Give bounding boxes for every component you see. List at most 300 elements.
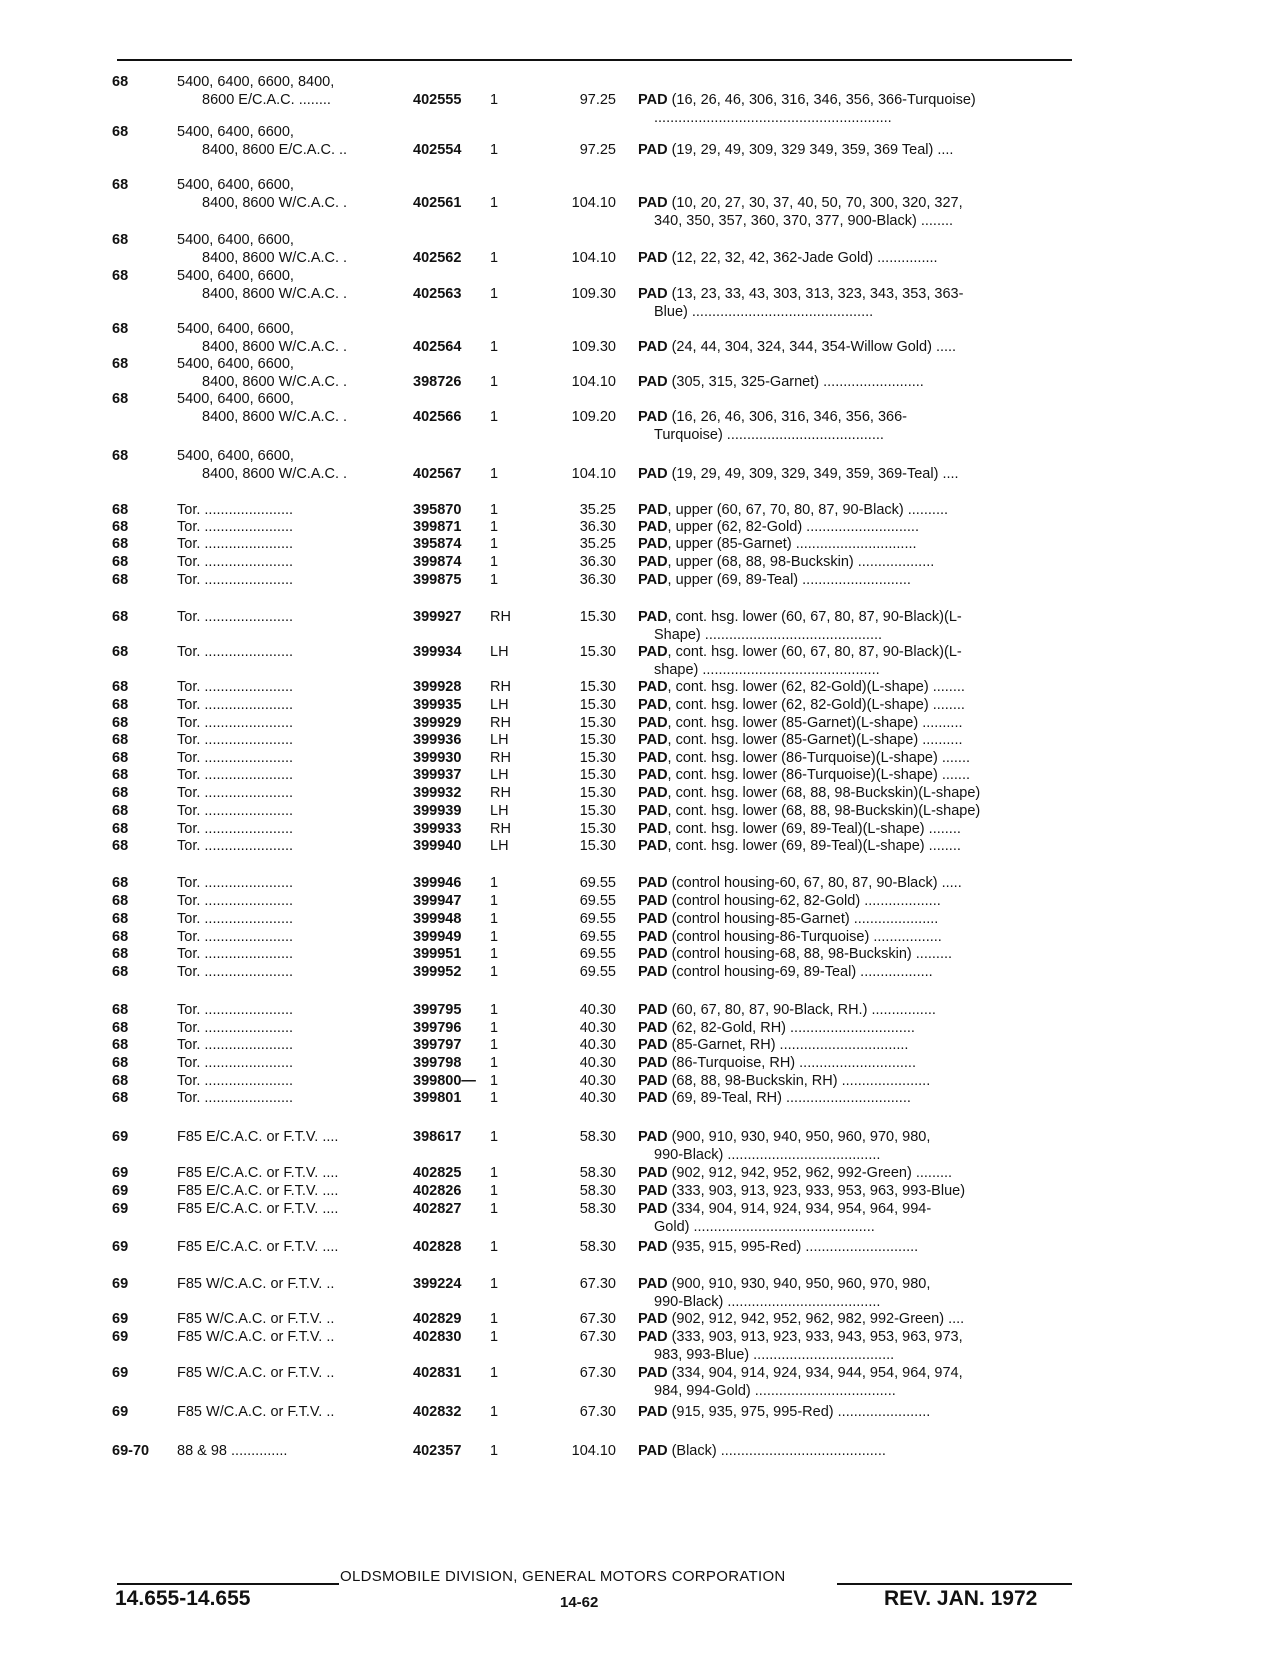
row-year: 68 [112, 732, 129, 748]
row-part-number: 399937 [413, 767, 462, 783]
row-description [638, 141, 1070, 159]
row-description [638, 749, 1070, 767]
row-description [638, 1164, 1070, 1182]
row-description [638, 731, 1070, 749]
description-line [638, 892, 1070, 910]
item-detail: shape) ............................................ [654, 662, 880, 678]
item-detail: (86-Turquoise, RH) ............................. [667, 1055, 916, 1071]
row-model [177, 1089, 402, 1107]
row-model [177, 678, 402, 696]
row-quantity: 1 [490, 554, 499, 570]
row-year: 69 [112, 1183, 129, 1199]
row-quantity: 1 [490, 1129, 499, 1145]
item-detail: 340, 350, 357, 360, 370, 377, 900-Black) ........ [654, 213, 954, 229]
row-description [638, 91, 1070, 127]
row-part-number: 402561 [413, 195, 462, 211]
row-quantity: LH [490, 697, 509, 713]
item-name: PAD [638, 767, 668, 783]
item-detail: 984, 994-Gold) ................................... [654, 1383, 896, 1399]
row-description [638, 784, 1070, 802]
row-quantity: RH [490, 785, 511, 801]
row-description [638, 535, 1070, 553]
row-description [638, 643, 1070, 679]
row-model [177, 535, 402, 553]
model-line: Tor. ...................... [177, 1055, 294, 1071]
row-year: 68 [112, 785, 129, 801]
model-line: Tor. ...................... [177, 785, 294, 801]
model-line: Tor. ...................... [177, 911, 294, 927]
row-model [177, 1310, 402, 1328]
row-price: 58.30 [579, 1165, 616, 1181]
item-detail: , cont. hsg. lower (86-Turquoise)(L-shape) ....... [667, 750, 971, 766]
row-part-number: 399930 [413, 750, 462, 766]
row-part-number: 399928 [413, 679, 462, 695]
item-detail: Blue) ............................................. [654, 304, 874, 320]
row-model [177, 176, 402, 212]
row-quantity: RH [490, 715, 511, 731]
row-price: 58.30 [579, 1201, 616, 1217]
row-model [177, 1403, 402, 1421]
model-line: 8400, 8600 W/C.A.C. . [202, 250, 348, 266]
row-description [638, 465, 1070, 483]
item-name: PAD [638, 1201, 668, 1217]
item-name: PAD [638, 1276, 668, 1292]
description-line [638, 1001, 1070, 1019]
description-line [638, 678, 1070, 696]
row-quantity: 1 [490, 946, 499, 962]
item-detail: , cont. hsg. lower (60, 67, 80, 87, 90-Black)(L- [667, 609, 962, 625]
row-part-number: 399874 [413, 554, 462, 570]
row-quantity: 1 [490, 893, 499, 909]
row-price: 109.20 [571, 409, 616, 425]
row-price: 67.30 [579, 1276, 616, 1292]
row-part-number: 399951 [413, 946, 462, 962]
description-line [638, 426, 1070, 444]
row-price: 104.10 [571, 374, 616, 390]
row-description [638, 1328, 1070, 1364]
item-name: PAD [638, 893, 668, 909]
row-description [638, 1200, 1070, 1236]
row-year: 69 [112, 1329, 129, 1345]
row-year: 68 [112, 893, 129, 909]
row-part-number: 402563 [413, 286, 462, 302]
description-line [638, 661, 1070, 679]
row-description [638, 373, 1070, 391]
row-year: 68 [112, 1037, 129, 1053]
item-detail: Shape) ............................................ [654, 627, 883, 643]
row-price: 15.30 [579, 697, 616, 713]
model-line: Tor. ...................... [177, 803, 294, 819]
item-detail: (900, 910, 930, 940, 950, 960, 970, 980, [667, 1276, 931, 1292]
model-line: 8400, 8600 W/C.A.C. . [202, 339, 348, 355]
model-line: 8400, 8600 W/C.A.C. . [202, 374, 348, 390]
row-quantity: 1 [490, 1404, 499, 1420]
row-description [638, 1072, 1070, 1090]
item-detail: , upper (69, 89-Teal) ........................... [667, 572, 911, 588]
row-model [177, 1036, 402, 1054]
description-line [638, 535, 1070, 553]
item-detail: , cont. hsg. lower (60, 67, 80, 87, 90-Black)(L- [667, 644, 962, 660]
row-quantity: 1 [490, 195, 499, 211]
description-line [638, 373, 1070, 391]
description-line [638, 1275, 1070, 1293]
model-line: 5400, 6400, 6600, [177, 356, 294, 372]
row-year: 68 [112, 268, 129, 284]
item-name: PAD [638, 946, 668, 962]
model-line: 5400, 6400, 6600, 8400, [177, 74, 335, 90]
item-detail: (935, 915, 995-Red) ............................ [667, 1239, 919, 1255]
model-line: Tor. ...................... [177, 821, 294, 837]
description-line [638, 1200, 1070, 1218]
row-quantity: 1 [490, 92, 499, 108]
row-description [638, 553, 1070, 571]
row-part-number: 399946 [413, 875, 462, 891]
row-description [638, 714, 1070, 732]
item-name: PAD [638, 92, 668, 108]
item-detail: , cont. hsg. lower (85-Garnet)(L-shape) .......... [667, 715, 963, 731]
row-description [638, 1238, 1070, 1256]
row-model [177, 874, 402, 892]
row-year: 68 [112, 838, 129, 854]
item-detail: , cont. hsg. lower (68, 88, 98-Buckskin)(L-shape) [667, 785, 981, 801]
item-detail: (69, 89-Teal, RH) ............................... [667, 1090, 911, 1106]
row-price: 67.30 [579, 1404, 616, 1420]
item-name: PAD [638, 732, 668, 748]
model-line: Tor. ...................... [177, 767, 294, 783]
row-model [177, 553, 402, 571]
row-model [177, 1328, 402, 1346]
model-line: Tor. ...................... [177, 554, 294, 570]
row-part-number: 402562 [413, 250, 462, 266]
row-model [177, 1238, 402, 1256]
row-model [177, 571, 402, 589]
row-year: 68 [112, 697, 129, 713]
model-line: 5400, 6400, 6600, [177, 124, 294, 140]
description-line [638, 303, 1070, 321]
row-part-number: 402831 [413, 1365, 462, 1381]
row-price: 58.30 [579, 1183, 616, 1199]
row-price: 40.30 [579, 1020, 616, 1036]
row-part-number: 399800— [413, 1073, 476, 1089]
row-price: 69.55 [579, 964, 616, 980]
item-name: PAD [638, 911, 668, 927]
item-detail: (16, 26, 46, 306, 316, 346, 356, 366- [667, 409, 907, 425]
model-line: Tor. ...................... [177, 1073, 294, 1089]
row-part-number: 399948 [413, 911, 462, 927]
row-part-number: 399801 [413, 1090, 462, 1106]
model-line: 5400, 6400, 6600, [177, 268, 294, 284]
model-line: 5400, 6400, 6600, [177, 177, 294, 193]
item-name: PAD [638, 679, 668, 695]
model-line: Tor. ...................... [177, 946, 294, 962]
model-line: F85 E/C.A.C. or F.T.V. .... [177, 1183, 339, 1199]
item-detail: (334, 904, 914, 924, 934, 944, 954, 964, 974, [667, 1365, 963, 1381]
item-name: PAD [638, 750, 668, 766]
model-line: 5400, 6400, 6600, [177, 391, 294, 407]
row-year: 68 [112, 821, 129, 837]
row-quantity: 1 [490, 502, 499, 518]
description-line [638, 784, 1070, 802]
row-quantity: 1 [490, 1239, 499, 1255]
row-quantity: 1 [490, 466, 499, 482]
item-name: PAD [638, 1183, 668, 1199]
row-part-number: 399875 [413, 572, 462, 588]
row-year: 68 [112, 964, 129, 980]
row-description [638, 820, 1070, 838]
row-year: 69 [112, 1239, 129, 1255]
description-line [638, 643, 1070, 661]
row-model [177, 501, 402, 519]
row-part-number: 399940 [413, 838, 462, 854]
description-line [638, 910, 1070, 928]
model-line: F85 W/C.A.C. or F.T.V. .. [177, 1276, 335, 1292]
row-description [638, 501, 1070, 519]
row-model [177, 390, 402, 426]
item-name: PAD [638, 466, 668, 482]
model-line: Tor. ...................... [177, 519, 294, 535]
item-detail: (13, 23, 33, 43, 303, 313, 323, 343, 353, 363- [667, 286, 964, 302]
row-price: 97.25 [579, 92, 616, 108]
row-part-number: 402567 [413, 466, 462, 482]
row-model [177, 518, 402, 536]
item-name: PAD [638, 1329, 668, 1345]
item-detail: (902, 912, 942, 952, 962, 982, 992-Green) .... [667, 1311, 965, 1327]
row-year: 68 [112, 911, 129, 927]
item-detail: (control housing-85-Garnet) ..................... [667, 911, 939, 927]
row-part-number: 395874 [413, 536, 462, 552]
row-year: 68 [112, 1055, 129, 1071]
model-line: F85 W/C.A.C. or F.T.V. .. [177, 1404, 335, 1420]
description-line [638, 501, 1070, 519]
row-description [638, 1054, 1070, 1072]
row-price: 69.55 [579, 911, 616, 927]
row-part-number: 402555 [413, 92, 462, 108]
model-line: Tor. ...................... [177, 644, 294, 660]
description-line [638, 1403, 1070, 1421]
item-detail: (60, 67, 80, 87, 90-Black, RH.) ................ [667, 1002, 936, 1018]
row-description [638, 518, 1070, 536]
row-price: 40.30 [579, 1002, 616, 1018]
row-part-number: 399952 [413, 964, 462, 980]
model-line: F85 E/C.A.C. or F.T.V. .... [177, 1165, 339, 1181]
item-detail: (16, 26, 46, 306, 316, 346, 356, 366-Turquoise) [667, 92, 976, 108]
row-part-number: 399871 [413, 519, 462, 535]
row-price: 40.30 [579, 1037, 616, 1053]
row-model [177, 1054, 402, 1072]
row-part-number: 402566 [413, 409, 462, 425]
row-year: 68 [112, 232, 129, 248]
row-year: 68 [112, 124, 129, 140]
row-quantity: 1 [490, 142, 499, 158]
row-quantity: 1 [490, 409, 499, 425]
footer-company: OLDSMOBILE DIVISION, GENERAL MOTORS CORPORATION [340, 1568, 786, 1585]
model-line: F85 E/C.A.C. or F.T.V. .... [177, 1201, 339, 1217]
item-detail: (68, 88, 98-Buckskin, RH) ...................... [667, 1073, 931, 1089]
row-year: 68 [112, 321, 129, 337]
description-line [638, 802, 1070, 820]
row-description [638, 945, 1070, 963]
row-part-number: 399947 [413, 893, 462, 909]
row-model [177, 1164, 402, 1182]
item-name: PAD [638, 964, 668, 980]
row-model [177, 123, 402, 159]
row-price: 15.30 [579, 821, 616, 837]
item-detail: (900, 910, 930, 940, 950, 960, 970, 980, [667, 1129, 931, 1145]
row-part-number: 399933 [413, 821, 462, 837]
row-description [638, 1128, 1070, 1164]
description-line [638, 518, 1070, 536]
row-description [638, 338, 1070, 356]
row-price: 15.30 [579, 715, 616, 731]
row-model [177, 928, 402, 946]
row-year: 69 [112, 1165, 129, 1181]
row-quantity: LH [490, 732, 509, 748]
row-year: 69 [112, 1365, 129, 1381]
row-year: 68 [112, 572, 129, 588]
row-model [177, 1182, 402, 1200]
row-part-number: 398617 [413, 1129, 462, 1145]
row-model [177, 802, 402, 820]
row-model [177, 945, 402, 963]
row-part-number: 402564 [413, 339, 462, 355]
row-model [177, 355, 402, 391]
description-line [638, 212, 1070, 230]
row-part-number: 399795 [413, 1002, 462, 1018]
item-name: PAD [638, 339, 668, 355]
description-line [638, 408, 1070, 426]
item-detail: 990-Black) ...................................... [654, 1294, 881, 1310]
model-line: Tor. ...................... [177, 929, 294, 945]
row-year: 68 [112, 448, 129, 464]
model-line: Tor. ...................... [177, 1020, 294, 1036]
item-detail: (62, 82-Gold, RH) ............................... [667, 1020, 915, 1036]
row-quantity: LH [490, 803, 509, 819]
row-quantity: 1 [490, 1165, 499, 1181]
row-model [177, 696, 402, 714]
model-line: 8600 E/C.A.C. ........ [202, 92, 331, 108]
row-description [638, 678, 1070, 696]
description-line [638, 1382, 1070, 1400]
item-name: PAD [638, 195, 668, 211]
row-description [638, 963, 1070, 981]
description-line [638, 1238, 1070, 1256]
row-year: 69 [112, 1276, 129, 1292]
item-name: PAD [638, 1239, 668, 1255]
row-part-number: 399939 [413, 803, 462, 819]
item-name: PAD [638, 1404, 668, 1420]
item-name: PAD [638, 1002, 668, 1018]
row-quantity: 1 [490, 1276, 499, 1292]
item-detail: (control housing-68, 88, 98-Buckskin) ......... [667, 946, 953, 962]
item-name: PAD [638, 1311, 668, 1327]
model-line: Tor. ...................... [177, 697, 294, 713]
item-name: PAD [638, 502, 668, 518]
item-name: PAD [638, 1443, 668, 1459]
item-detail: , upper (85-Garnet) .............................. [667, 536, 917, 552]
model-line: 8400, 8600 W/C.A.C. . [202, 466, 348, 482]
row-quantity: LH [490, 838, 509, 854]
description-line [638, 553, 1070, 571]
model-line: Tor. ...................... [177, 732, 294, 748]
item-detail: (control housing-62, 82-Gold) ................... [667, 893, 941, 909]
row-description [638, 194, 1070, 230]
row-model [177, 1128, 402, 1146]
model-line: Tor. ...................... [177, 715, 294, 731]
item-detail: , cont. hsg. lower (86-Turquoise)(L-shape) ....... [667, 767, 971, 783]
item-name: PAD [638, 536, 668, 552]
row-model [177, 1275, 402, 1293]
row-description [638, 928, 1070, 946]
item-name: PAD [638, 519, 668, 535]
row-model [177, 749, 402, 767]
row-model [177, 837, 402, 855]
row-part-number: 399796 [413, 1020, 462, 1036]
item-name: PAD [638, 785, 668, 801]
row-description [638, 1182, 1070, 1200]
item-detail: 983, 993-Blue) ................................... [654, 1347, 895, 1363]
model-line: Tor. ...................... [177, 1090, 294, 1106]
row-year: 68 [112, 946, 129, 962]
row-year: 68 [112, 177, 129, 193]
row-price: 40.30 [579, 1090, 616, 1106]
item-detail: ........................................................... [654, 110, 892, 126]
row-description [638, 571, 1070, 589]
model-line: Tor. ...................... [177, 875, 294, 891]
model-line: Tor. ...................... [177, 893, 294, 909]
row-quantity: 1 [490, 519, 499, 535]
row-part-number: 402826 [413, 1183, 462, 1199]
model-line: F85 E/C.A.C. or F.T.V. .... [177, 1129, 339, 1145]
row-model [177, 320, 402, 356]
row-part-number: 399797 [413, 1037, 462, 1053]
row-price: 40.30 [579, 1055, 616, 1071]
model-line: Tor. ...................... [177, 1037, 294, 1053]
row-part-number: 398726 [413, 374, 462, 390]
row-quantity: 1 [490, 1311, 499, 1327]
row-price: 58.30 [579, 1239, 616, 1255]
row-year: 68 [112, 644, 129, 660]
row-model [177, 1442, 402, 1460]
description-line [638, 285, 1070, 303]
row-year: 68 [112, 74, 129, 90]
item-detail: , cont. hsg. lower (68, 88, 98-Buckskin)(L-shape) [667, 803, 981, 819]
row-description [638, 766, 1070, 784]
item-name: PAD [638, 697, 668, 713]
model-line: 5400, 6400, 6600, [177, 321, 294, 337]
row-description [638, 696, 1070, 714]
item-detail: (333, 903, 913, 923, 933, 953, 963, 993-Blue) [667, 1183, 966, 1199]
item-detail: , cont. hsg. lower (85-Garnet)(L-shape) .......... [667, 732, 963, 748]
row-price: 15.30 [579, 609, 616, 625]
row-model [177, 820, 402, 838]
row-description [638, 608, 1070, 644]
row-model [177, 1364, 402, 1382]
row-year: 68 [112, 803, 129, 819]
description-line [638, 608, 1070, 626]
item-detail: , upper (60, 67, 70, 80, 87, 90-Black) .......... [667, 502, 949, 518]
row-model [177, 643, 402, 661]
description-line [638, 731, 1070, 749]
model-line: 5400, 6400, 6600, [177, 448, 294, 464]
row-quantity: 1 [490, 374, 499, 390]
model-line: F85 W/C.A.C. or F.T.V. .. [177, 1365, 335, 1381]
item-detail: (902, 912, 942, 952, 962, 992-Green) ......... [667, 1165, 953, 1181]
description-line [638, 928, 1070, 946]
model-line: Tor. ...................... [177, 572, 294, 588]
model-line: 88 & 98 .............. [177, 1443, 288, 1459]
footer-rule-right [837, 1583, 1072, 1585]
row-description [638, 249, 1070, 267]
